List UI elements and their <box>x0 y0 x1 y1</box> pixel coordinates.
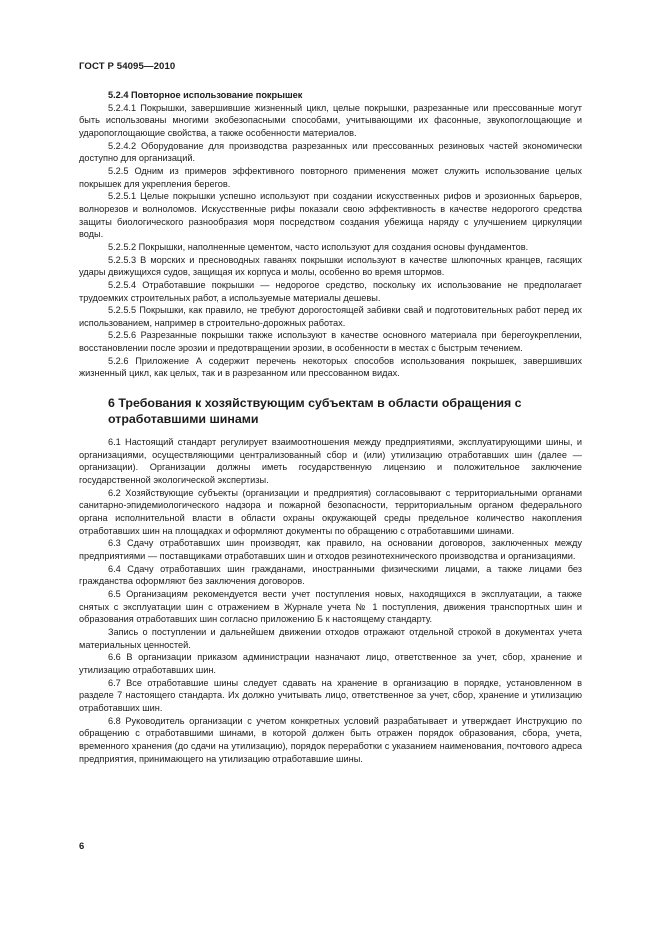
paragraph-6-8: 6.8 Руководитель организации с учетом конкретных условий разрабатывает и утверждает Инструкцию по обращению с отработавшими шинами, в которой должен быть отражен порядок образования, сбора, учета, временного хранения (до сдачи на утилизацию), порядок переработки с указанием наименования, почтового адреса предприятия, принимающего на утилизацию отработавшие шины. <box>79 715 582 764</box>
paragraph-5-2-4-1: 5.2.4.1 Покрышки, завершившие жизненный цикл, целые покрышки, разрезанные или прессованные могут быть использованы многими экобезопасными способами, учитывающими их фасонные, звукопоглощающие и ударопоглощающие свойства, а также особенности материалов. <box>79 102 582 138</box>
paragraph-6-5-note: Запись о поступлении и дальнейшем движении отходов отражают отдельной строкой в документах учета материальных ценностей. <box>79 626 582 650</box>
page-number: 6 <box>79 841 85 852</box>
document-header: ГОСТ Р 54095—2010 <box>79 61 176 72</box>
paragraph-6-7: 6.7 Все отработавшие шины следует сдавать на хранение в организацию в порядке, установленном в разделе 7 настоящего стандарта. Их должно учитывать лицо, ответственное за учет, сбор, хранение и утилизацию отработавших шин. <box>79 677 582 713</box>
section-6-heading: 6 Требования к хозяйствующим субъектам в области обращения с отработавшими шинами <box>108 396 522 427</box>
paragraph-6-2: 6.2 Хозяйствующие субъекты (организации и предприятия) согласовывают с территориальными органами санитарно-эпидемиологического надзора и пожарной безопасности, территориальным органом федерального органа исполнительной власти в области охраны окружающей среды предельное количество накопления отработавших шин на площадках и оформляют документы по обращению с отработавшими шинами. <box>79 487 582 536</box>
paragraph-5-2-5-2: 5.2.5.2 Покрышки, наполненные цементом, часто используют для создания основы фундаментов. <box>108 241 529 252</box>
paragraph-5-2-5-3: 5.2.5.3 В морских и пресноводных гаванях покрышки используют в качестве шлюпочных кранцев, гасящих удары движущихся судов, защищая их корпуса и молы, особенно во время штормов. <box>79 254 582 278</box>
paragraph-5-2-5-1: 5.2.5.1 Целые покрышки успешно используют при создании искусственных рифов и эрозионных барьеров, волнорезов и волноломов. Искусственные рифы показали свою эффективность в качестве недорогого средства защиты биологического разнообразия моря посредством создания убежища наряду с улучшением циркуляции воды. <box>79 191 582 240</box>
paragraph-5-2-4-2: 5.2.4.2 Оборудование для производства разрезанных или прессованных резиновых частей экономически доступно для организаций. <box>79 140 582 164</box>
paragraph-5-2-6: 5.2.6 Приложение А содержит перечень некоторых способов использования покрышек, завершивших жизненный цикл, как целых, так и в разрезанном или прессованном видах. <box>79 355 582 379</box>
paragraph-6-6: 6.6 В организации приказом администрации назначают лицо, ответственное за учет, сбор, хранение и утилизацию отработавших шин. <box>79 652 582 675</box>
subsection-heading: 5.2.4 Повторное использование покрышек <box>108 90 303 100</box>
paragraph-6-4: 6.4 Сдачу отработавших шин гражданами, иностранными физическими лицами, а также лицами без гражданства оформляют без заключения договоров. <box>79 563 582 587</box>
page-content <box>79 89 582 765</box>
paragraph-6-3: 6.3 Сдачу отработавших шин производят, как правило, на основании договоров, заключенных между предприятиями — поставщиками отработавших шин и отходов резинотехнического производства и организациями. <box>79 538 582 561</box>
paragraph-6-1: 6.1 Настоящий стандарт регулирует взаимоотношения между предприятиями, эксплуатирующими шины, и организациями, осуществляющими централизованный сбор и (или) утилизацию отработавших шин (далее — организации). Организации должны иметь государственную лицензию и положительное заключение государственной экологической экспертизы. <box>79 437 582 486</box>
paragraph-5-2-5-5: 5.2.5.5 Покрышки, как правило, не требуют дорогостоящей забивки свай и подготовительных работ перед их использованием, например в строительно-дорожных работах. <box>79 305 582 328</box>
paragraph-5-2-5-6: 5.2.5.6 Разрезанные покрышки также используют в качестве основного материала при берегоукреплении, восстановлении после эрозии и предотвращении эрозии, в особенности в местах с быстрым течением. <box>79 330 582 354</box>
paragraph-5-2-5-4: 5.2.5.4 Отработавшие покрышки — недорогое средство, поскольку их использование не предполагает трудоемких строительных работ, а используемые материалы дешевы. <box>79 279 582 303</box>
paragraph-5-2-5: 5.2.5 Одним из примеров эффективного повторного применения может служить использование целых покрышек для укрепления берегов. <box>79 165 582 189</box>
section-spacer <box>79 380 582 395</box>
paragraph-6-5: 6.5 Организациям рекомендуется вести учет поступления новых, находящихся в эксплуатации, а также снятых с эксплуатации шин с отражением в Журнале учета № 1 поступления, движения транспортных шин и образования отработавших шин согласно приложению Б к настоящему стандарту. <box>79 588 582 625</box>
